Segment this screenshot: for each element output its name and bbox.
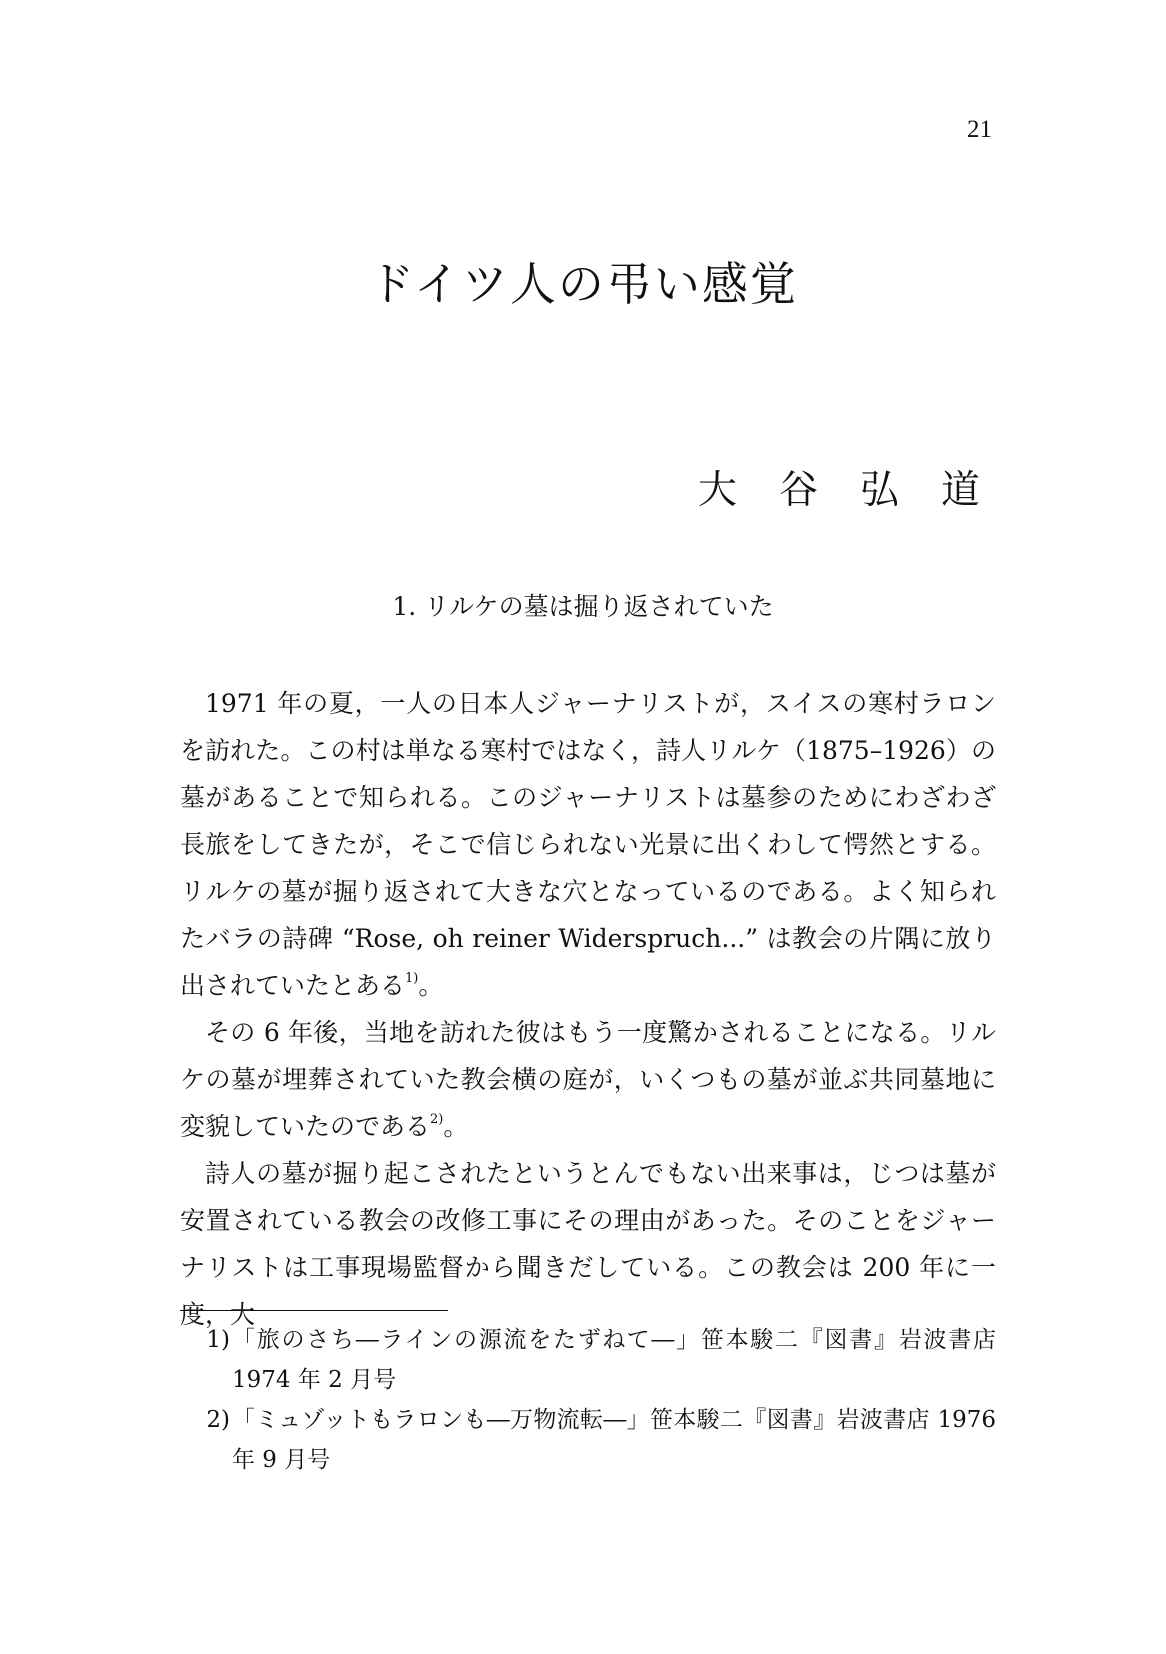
- paragraph-2-end: 。: [443, 1112, 469, 1141]
- paragraph-2-text: その 6 年後，当地を訪れた彼はもう一度驚かされることになる。リルケの墓が埋葬されていた教会横の庭が，いくつもの墓が並ぶ共同墓地に変貌していたのである: [180, 1018, 996, 1141]
- footnote-text: 「旅のさち―ラインの源流をたずねて―」笹本駿二『図書』岩波書店 1974 年 2 月号: [232, 1327, 996, 1393]
- section-heading: 1. リルケの墓は掘り返されていた: [392, 592, 774, 621]
- body-text: [180, 680, 996, 1338]
- paragraph-1: [180, 680, 996, 1009]
- footnote-1: [180, 1320, 996, 1400]
- paragraph-2: [180, 1009, 996, 1150]
- footnotes: [180, 1320, 996, 1480]
- footnote-text: 「ミュゾットもラロンも―万物流転―」笹本駿二『図書』岩波書店 1976 年 9 月号: [232, 1407, 996, 1473]
- paragraph-1-end: 。: [418, 971, 444, 1000]
- footnote-marker: 2): [206, 1407, 230, 1433]
- footnote-separator: [180, 1310, 448, 1311]
- article-title: ドイツ人の弔い感覚: [368, 257, 798, 311]
- author-name: 大谷弘道: [697, 468, 1022, 513]
- footnote-ref-2: 2): [430, 1112, 444, 1127]
- footnote-2: [180, 1400, 996, 1480]
- page-number: 21: [967, 116, 992, 143]
- footnote-ref-1: 1): [405, 971, 419, 986]
- footnote-marker: 1): [206, 1327, 230, 1353]
- paragraph-1-text: 1971 年の夏，一人の日本人ジャーナリストが，スイスの寒村ラロンを訪れた。この村は単なる寒村ではなく，詩人リルケ（1875–1926）の墓があることで知られる。このジャーナリストは墓参のためにわざわざ長旅をしてきたが，そこで信じられない光景に出くわして愕然とする。リルケの墓が掘り返されて大きな穴となっているのである。よく知られたバラの詩碑 “Rose, oh reiner Widerspruch...” は教会の片隅に放り出されていたとある: [180, 689, 996, 1000]
- paragraph-3-text: 詩人の墓が掘り起こされたというとんでもない出来事は，じつは墓が安置されている教会の改修工事にその理由があった。そのことをジャーナリストは工事現場監督から聞きだしている。この教会は 200 年に一度，大: [180, 1159, 996, 1329]
